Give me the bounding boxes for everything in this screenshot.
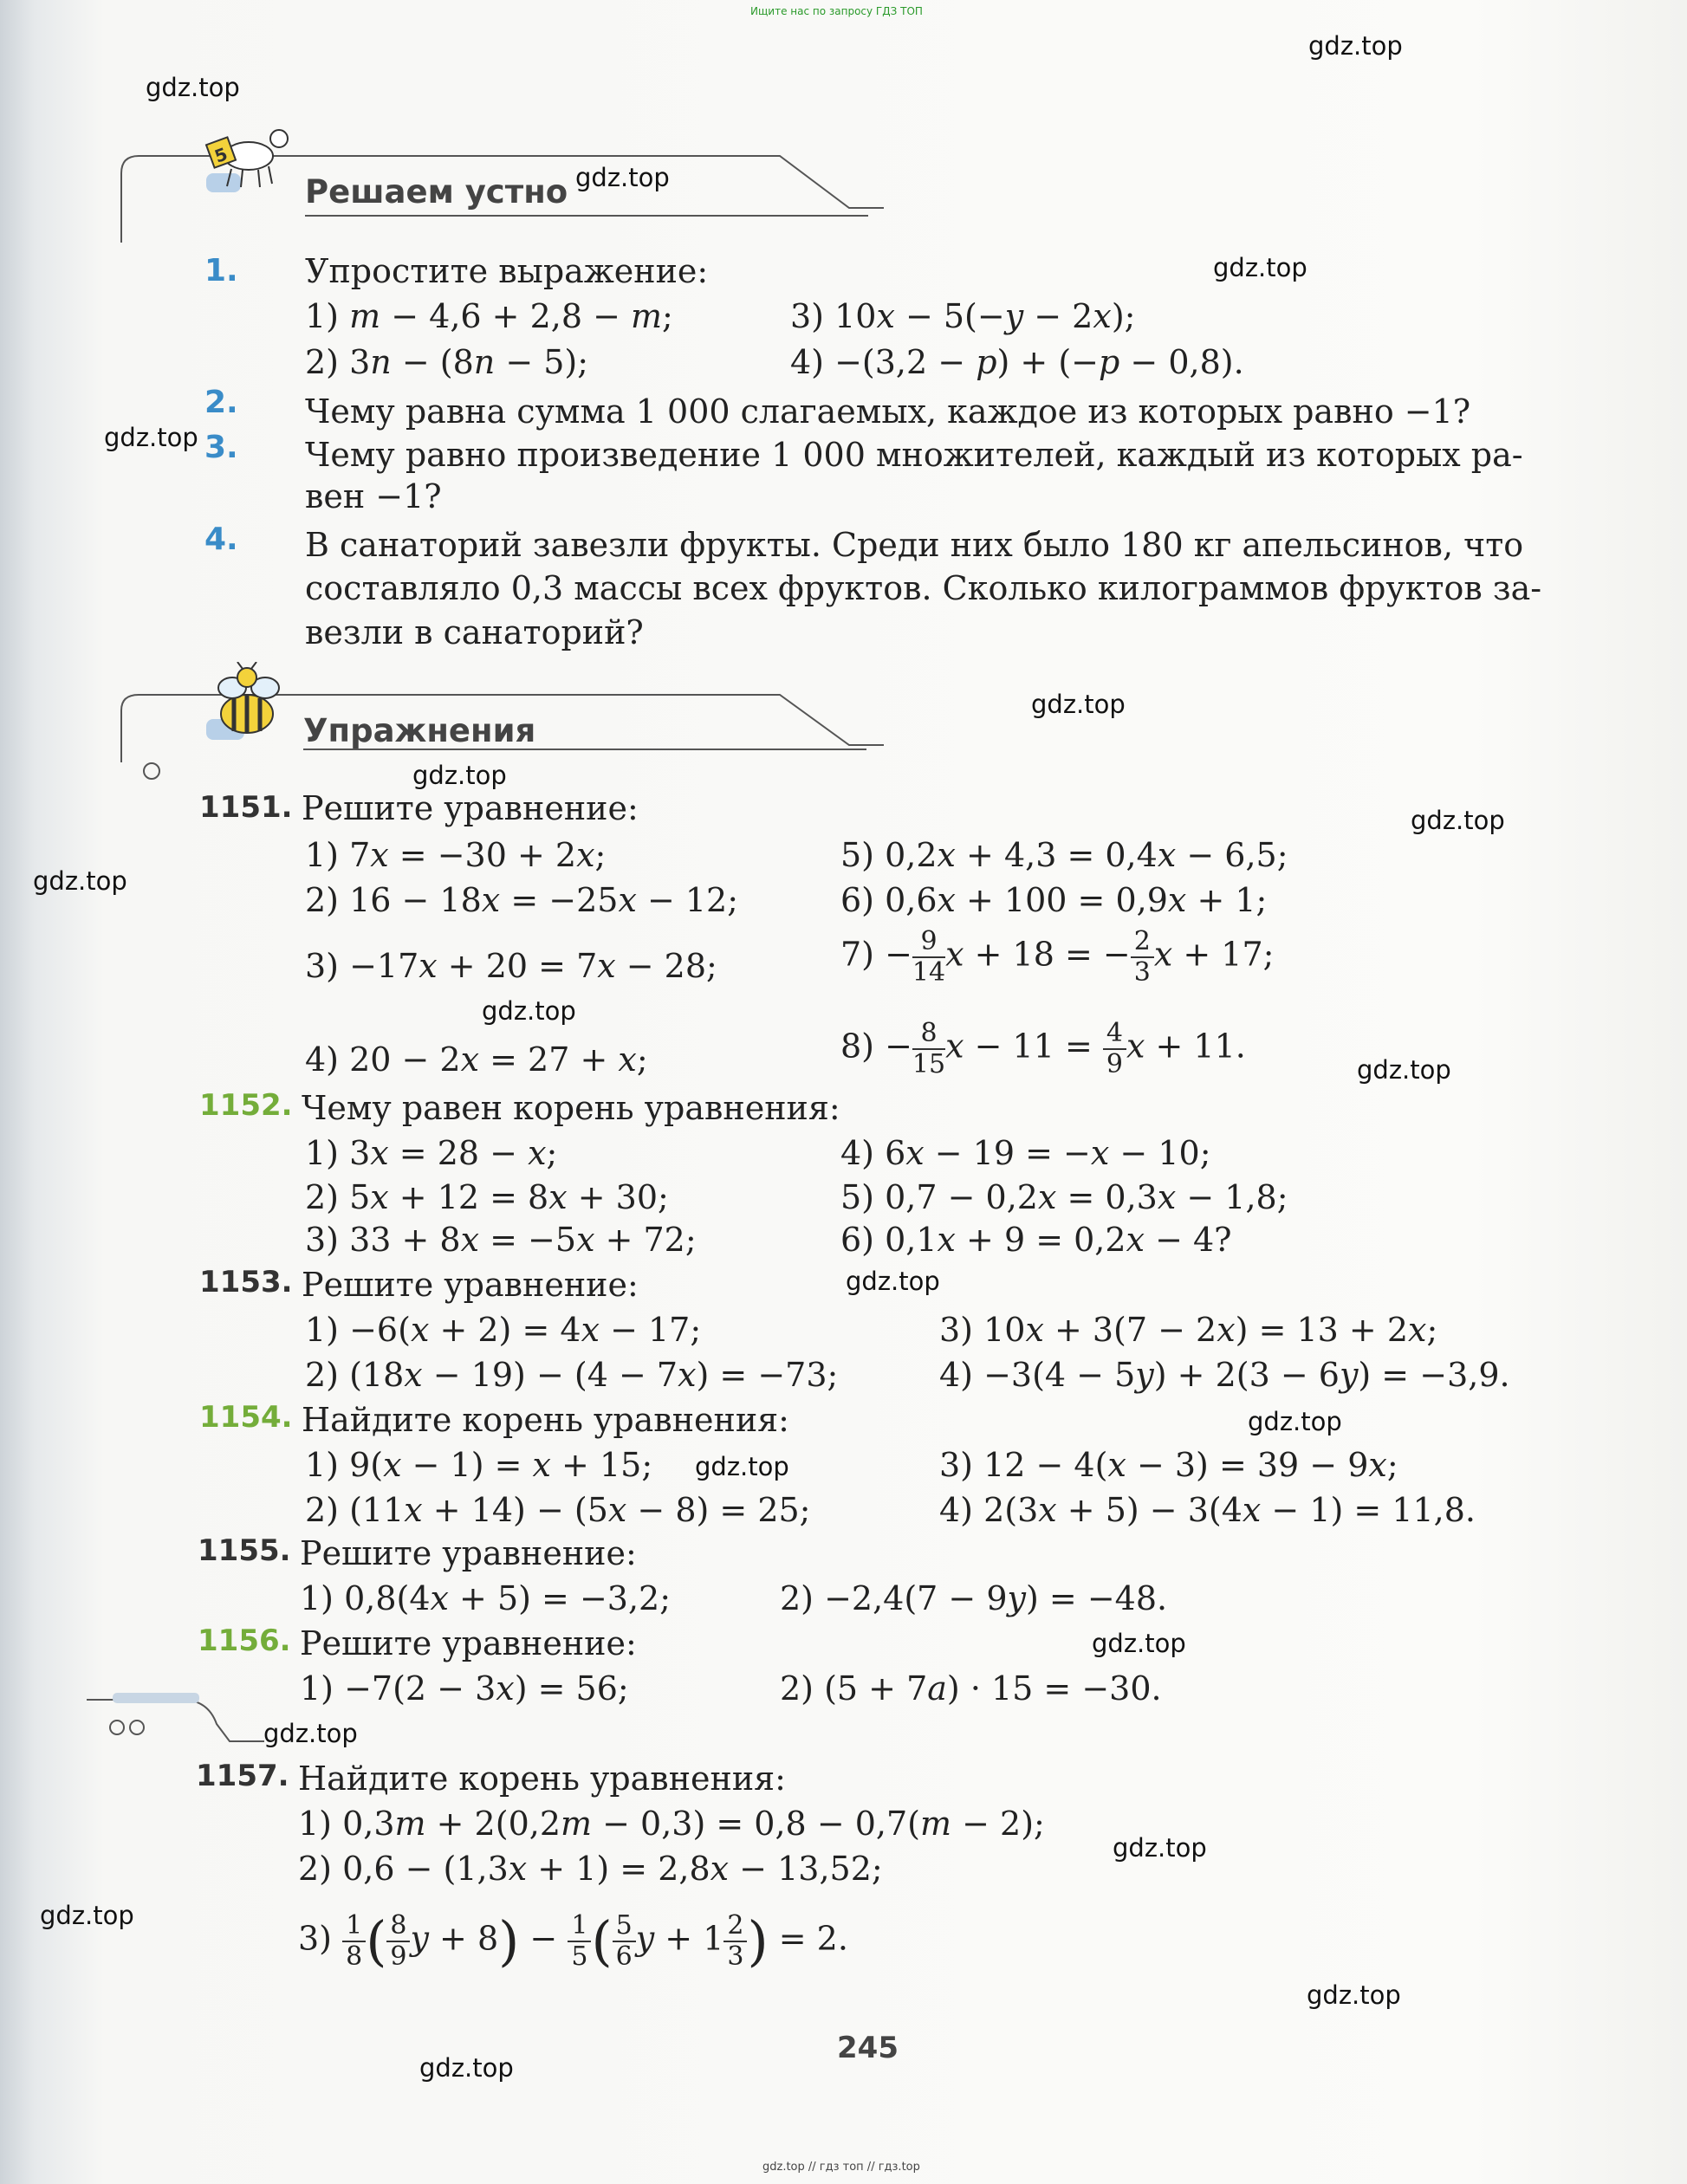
watermark: gdz.top: [40, 1901, 134, 1930]
oral-item-3-text-line2: вен −1?: [305, 477, 442, 515]
eq-1151-8: 8) − $\frac{8}{15}$ x − 11 = $\frac{4}{9}$ x + 11.: [840, 1018, 1246, 1079]
exercise-1156-prompt: Решите уравнение:: [300, 1624, 637, 1662]
oral-item-2-text: Чему равна сумма 1 000 слагаемых, каждое из которых равно −1?: [305, 392, 1471, 431]
oral-title-rule: [305, 215, 868, 217]
watermark: gdz.top: [33, 866, 127, 896]
exercise-1153-prompt: Решите уравнение:: [302, 1266, 639, 1304]
oral-item-1-text: Упростите выражение:: [305, 252, 709, 290]
eq-1154-3: 3) 12 − 4(x − 3) = 39 − 9x;: [939, 1446, 1398, 1484]
eq-1154-1: 1) 9(x − 1) = x + 15;: [305, 1446, 653, 1484]
eq-1151-3: 3) −17x + 20 = 7x − 28;: [305, 947, 717, 985]
oral-item-4-text-line3: везли в санаторий?: [305, 613, 644, 651]
eq-1152-6: 6) 0,1x + 9 = 0,2x − 4?: [840, 1221, 1232, 1259]
oral-item-3-text-line1: Чему равно произведение 1 000 множителей, каждый из которых ра-: [305, 436, 1523, 474]
eq-1151-6: 6) 0,6x + 100 = 0,9x + 1;: [840, 881, 1268, 919]
watermark: gdz.top: [575, 163, 670, 192]
eq-1157-3: 3) $\frac{1}{8}$ ( $\frac{8}{9}$ y + 8) − $\frac{1}{5}$ ( $\frac{5}{6}$ y + 1 $\frac{2}{3}$ ) = 2.: [298, 1909, 848, 1973]
oral-item-4-text-line2: составляло 0,3 массы всех фруктов. Сколько килограммов фруктов за-: [305, 569, 1542, 607]
footer-note: gdz.top // гдз топ // гдз.top: [762, 2161, 920, 2174]
exercise-1155-number: 1155.: [198, 1533, 291, 1568]
watermark: gdz.top: [1213, 253, 1307, 282]
oral-item-4-text-line1: В санаторий завезли фрукты. Среди них было 180 кг апельсинов, что: [305, 526, 1524, 564]
eq-1154-4: 4) 2(3x + 5) − 3(4x − 1) = 11,8.: [939, 1491, 1476, 1529]
exercise-1151-number: 1151.: [199, 790, 293, 825]
oral-1-expr-2: 2) 3n − (8n − 5);: [305, 343, 589, 381]
eq-1153-4: 4) −3(4 − 5y) + 2(3 − 6y) = −3,9.: [939, 1356, 1510, 1394]
eq-1153-3: 3) 10x + 3(7 − 2x) = 13 + 2x;: [939, 1311, 1438, 1349]
oral-item-3-number: 3.: [204, 430, 238, 465]
eq-1152-3: 3) 33 + 8x = −5x + 72;: [305, 1221, 697, 1259]
exercise-1153-number: 1153.: [199, 1265, 293, 1299]
exercise-1155-prompt: Решите уравнение:: [300, 1534, 637, 1572]
eq-1151-7: 7) − $\frac{9}{14}$ x + 18 = − $\frac{2}{3}$ x + 17;: [840, 926, 1275, 988]
watermark: gdz.top: [263, 1719, 358, 1748]
exercise-1154-prompt: Найдите корень уравнения:: [302, 1401, 789, 1439]
watermark: gdz.top: [1308, 31, 1403, 61]
watermark: gdz.top: [846, 1267, 940, 1296]
eq-1157-2: 2) 0,6 − (1,3x + 1) = 2,8x − 13,52;: [298, 1850, 883, 1888]
eq-1155-1: 1) 0,8(4x + 5) = −3,2;: [300, 1579, 672, 1617]
watermark: gdz.top: [1092, 1629, 1186, 1658]
exercise-1152-number: 1152.: [199, 1088, 293, 1123]
dog-badge-number: 5: [211, 143, 230, 167]
exercises-section-title: Упражнения: [303, 712, 536, 749]
difficulty-divider: [78, 1689, 269, 1759]
eq-1156-2: 2) (5 + 7a) · 15 = −30.: [780, 1669, 1162, 1708]
eq-1152-2: 2) 5x + 12 = 8x + 30;: [305, 1178, 669, 1216]
eq-1156-1: 1) −7(2 − 3x) = 56;: [300, 1669, 629, 1708]
watermark: gdz.top: [146, 73, 240, 102]
header-note: Ищите нас по запросу ГДЗ ТОП: [750, 5, 923, 17]
watermark: gdz.top: [1248, 1407, 1342, 1436]
eq-1155-2: 2) −2,4(7 − 9y) = −48.: [780, 1579, 1168, 1617]
eq-1153-2: 2) (18x − 19) − (4 − 7x) = −73;: [305, 1356, 839, 1394]
eq-1152-5: 5) 0,7 − 0,2x = 0,3x − 1,8;: [840, 1178, 1288, 1216]
exercise-1157-prompt: Найдите корень уравнения:: [298, 1760, 786, 1798]
oral-1-expr-1: 1) m − 4,6 + 2,8 − m;: [305, 297, 673, 335]
oral-item-1-number: 1.: [204, 253, 238, 288]
watermark: gdz.top: [1113, 1833, 1207, 1863]
eq-1151-5: 5) 0,2x + 4,3 = 0,4x − 6,5;: [840, 836, 1288, 874]
oral-item-4-number: 4.: [204, 522, 238, 557]
watermark: gdz.top: [1307, 1980, 1401, 2010]
oral-1-expr-3: 3) 10x − 5(−y − 2x);: [790, 297, 1136, 335]
eq-1152-1: 1) 3x = 28 − x;: [305, 1134, 558, 1172]
watermark: gdz.top: [482, 996, 576, 1026]
oral-section-title: Решаем устно: [305, 173, 568, 211]
watermark: gdz.top: [104, 423, 198, 452]
eq-1157-1: 1) 0,3m + 2(0,2m − 0,3) = 0,8 − 0,7(m − 2);: [298, 1805, 1045, 1843]
exercises-title-rule: [303, 749, 866, 750]
exercise-1157-number: 1157.: [196, 1759, 289, 1793]
exercise-1156-number: 1156.: [198, 1623, 291, 1658]
page-number: 245: [837, 2031, 899, 2065]
oral-1-expr-4: 4) −(3,2 − p) + (−p − 0,8).: [790, 343, 1244, 381]
watermark: gdz.top: [412, 761, 507, 790]
oral-item-2-number: 2.: [204, 385, 238, 420]
bee-mascot-icon: [199, 662, 295, 744]
eq-1152-4: 4) 6x − 19 = −x − 10;: [840, 1134, 1211, 1172]
watermark: gdz.top: [1357, 1055, 1451, 1085]
watermark: gdz.top: [1411, 806, 1505, 835]
watermark: gdz.top: [419, 2053, 514, 2083]
eq-1154-2: 2) (11x + 14) − (5x − 8) = 25;: [305, 1491, 811, 1529]
watermark: gdz.top: [1031, 690, 1126, 719]
eq-1151-4: 4) 20 − 2x = 27 + x;: [305, 1040, 648, 1079]
watermark: gdz.top: [695, 1452, 789, 1481]
eq-1151-2: 2) 16 − 18x = −25x − 12;: [305, 881, 739, 919]
exercise-1151-prompt: Решите уравнение:: [302, 789, 639, 827]
exercise-1154-number: 1154.: [199, 1400, 293, 1435]
eq-1153-1: 1) −6(x + 2) = 4x − 17;: [305, 1311, 702, 1349]
eq-1151-1: 1) 7x = −30 + 2x;: [305, 836, 607, 874]
exercise-1152-prompt: Чему равен корень уравнения:: [302, 1089, 840, 1127]
